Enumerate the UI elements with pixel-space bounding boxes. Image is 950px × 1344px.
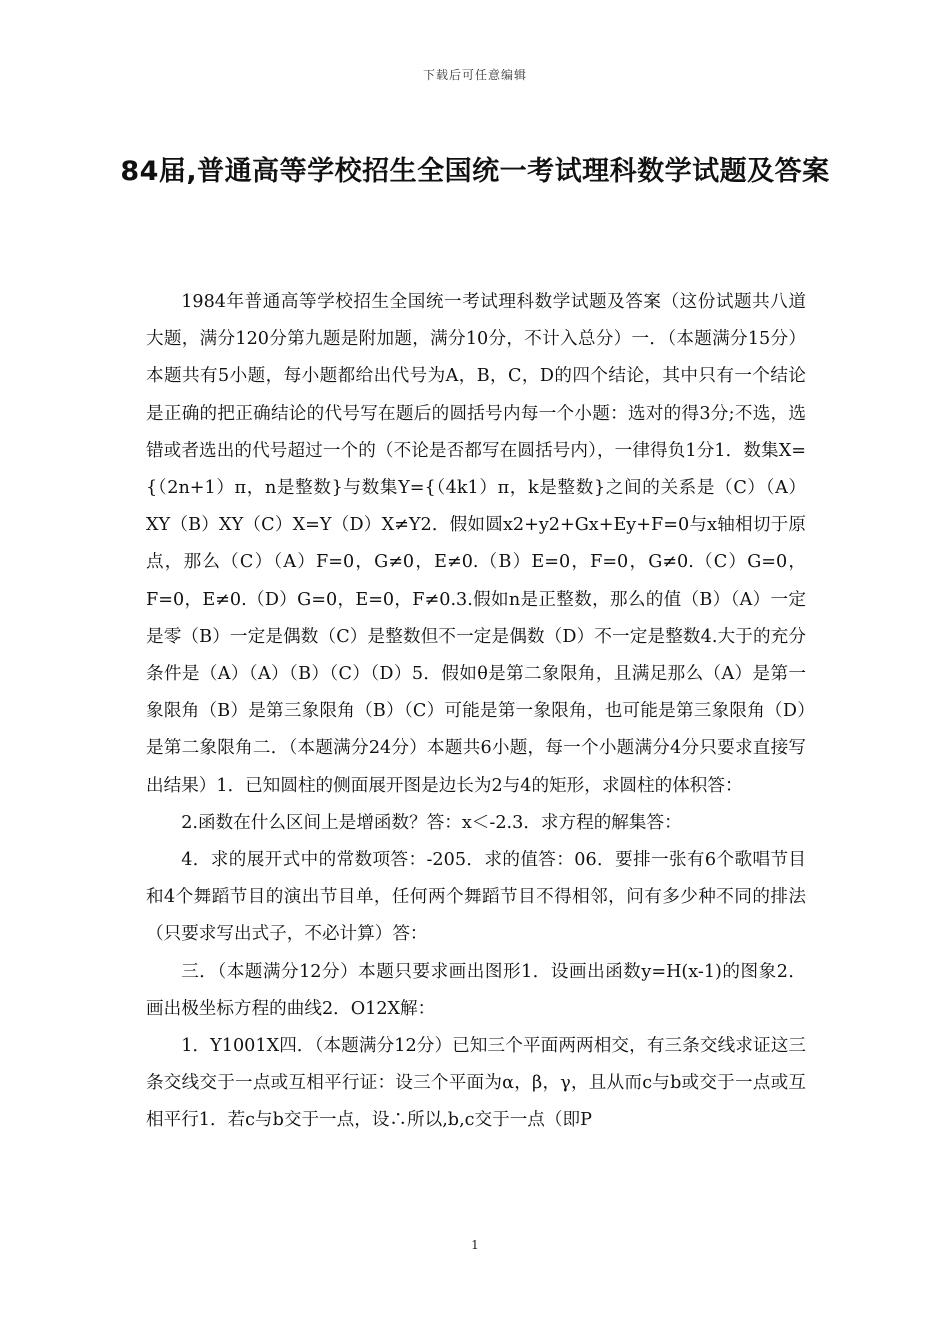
page-number: 1	[471, 1238, 479, 1252]
paragraph: 三．（本题满分12分）本题只要求画出图形1．设画出函数y=H(x-1)的图象2．画出极坐标方程的曲线2．O12X解：	[146, 961, 806, 1019]
document-body	[146, 284, 806, 1140]
paragraph: 4．求的展开式中的常数项答：-205．求的值答：06．要排一张有6个歌唱节目和4个舞蹈节目的演出节目单，任何两个舞蹈节目不得相邻，问有多少种不同的排法（只要求写出式子，不必计算）答：	[146, 850, 806, 945]
paragraph: 2.函数在什么区间上是增函数？答：x＜-2.3．求方程的解集答：	[181, 812, 682, 833]
paragraph: 1．Y1001X四．（本题满分12分）已知三个平面两两相交，有三条交线求证这三条交线交于一点或互相平行证：设三个平面为α，β，γ，且从而c与b或交于一点或互相平行1．若c与b交于一点，设∴所以,b,c交于一点（即P	[146, 1036, 806, 1131]
header-note: 下载后可任意编辑	[422, 68, 527, 82]
document-title: 84届,普通高等学校招生全国统一考试理科数学试题及答案	[120, 156, 830, 187]
paragraph: 1984年普通高等学校招生全国统一考试理科数学试题及答案（这份试题共八道大题，满分120分第九题是附加题，满分10分，不计入总分）一．（本题满分15分）本题共有5小题，每小题都给出代号为A，B，C，D的四个结论，其中只有一个结论是正确的把正确结论的代号写在题后的圆括号内每一个小题：选对的得3分;不选，选错或者选出的代号超过一个的（不论是否都写在圆括号内），一律得负1分1．数集X={（2n+1）π，n是整数}与数集Y={（4k1）π，k是整数}之间的关系是（C）（A）XY（B）XY（C）X=Y（D）X≠Y2．假如圆x2+y2+Gx+Ey+F=0与x轴相切于原点，那么（C）（A）F=0，G≠0，E≠0.（B）E=0，F=0，G≠0.（C）G=0，F=0，E≠0.（D）G=0，E=0，F≠0.3.假如n是正整数，那么的值（B）（A）一定是零（B）一定是偶数（C）是整数但不一定是偶数（D）不一定是整数4.大于的充分条件是（A）（A）（B）（C）（D）5．假如θ是第二象限角，且满足那么（A）是第一象限角（B）是第三象限角（B）（C）可能是第一象限角，也可能是第三象限角（D）是第二象限角二．（本题满分24分）本题共6小题，每一个小题满分4分只要求直接写出结果）1．已知圆柱的侧面展开图是边长为2与4的矩形，求圆柱的体积答：	[146, 292, 806, 796]
